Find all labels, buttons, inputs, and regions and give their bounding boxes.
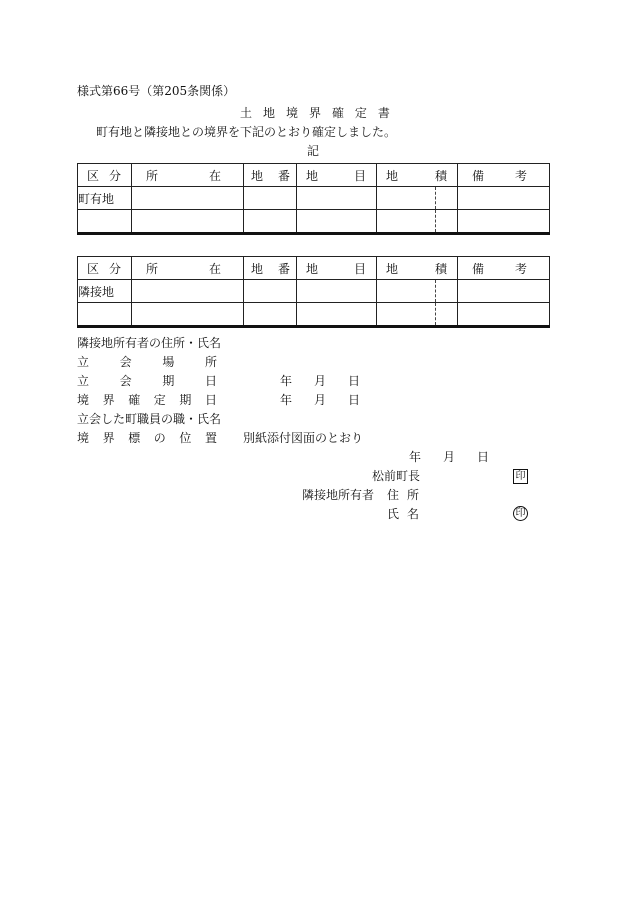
intro-text: 町有地と隣接地との境界を下記のとおり確定しました。 — [96, 125, 397, 139]
cell-kubun[interactable] — [78, 303, 132, 327]
cell-chimoku[interactable] — [297, 303, 377, 327]
table-row — [78, 303, 550, 327]
cell-shozai[interactable] — [132, 280, 244, 303]
cell-biko[interactable] — [458, 187, 550, 210]
header-biko: 備 考 — [472, 261, 527, 276]
header-chiseki: 地 積 — [386, 261, 447, 276]
cell-biko[interactable] — [458, 210, 550, 234]
table-row — [78, 187, 550, 210]
cell-chiban[interactable] — [244, 303, 297, 327]
table-row — [78, 280, 550, 303]
cell-chiseki[interactable] — [377, 210, 458, 234]
period-date: 年 月 日 — [280, 374, 360, 388]
round-seal-icon: 印 — [513, 506, 528, 521]
row-label-adjacent-land: 隣接地 — [78, 280, 132, 303]
document-title: 土 地 境 界 確 定 書 — [240, 106, 390, 120]
table-header-row — [78, 257, 550, 280]
venue-label: 立 会 場 所 — [77, 355, 217, 369]
cell-chiban[interactable] — [244, 210, 297, 234]
cell-chimoku[interactable] — [297, 187, 377, 210]
marker-position-value: 別紙添付図面のとおり — [243, 431, 364, 445]
table-row — [78, 210, 550, 234]
header-chiban: 地 番 — [251, 168, 290, 183]
form-number: 様式第66号（第205条関係） — [77, 84, 236, 98]
row-label-town-land: 町有地 — [78, 187, 132, 210]
ki-heading: 記 — [307, 144, 320, 158]
confirm-date-label: 境 界 確 定 期 日 — [77, 393, 217, 407]
cell-shozai[interactable] — [132, 187, 244, 210]
table-header-row — [78, 164, 550, 187]
cell-chimoku[interactable] — [297, 210, 377, 234]
marker-position-label: 境 界 標 の 位 置 — [77, 431, 217, 445]
header-biko: 備 考 — [472, 168, 527, 183]
header-kubun: 区 分 — [87, 168, 121, 183]
staff-label: 立会した町職員の職・氏名 — [77, 412, 222, 426]
name-label: 氏 名 — [387, 507, 419, 521]
cell-shozai[interactable] — [132, 303, 244, 327]
cell-chimoku[interactable] — [297, 280, 377, 303]
confirm-date: 年 月 日 — [280, 393, 360, 407]
cell-chiseki[interactable] — [377, 280, 458, 303]
neighbor-owner-label: 隣接地所有者 — [302, 488, 375, 502]
cell-biko[interactable] — [458, 303, 550, 327]
cell-chiban[interactable] — [244, 280, 297, 303]
cell-chiseki[interactable] — [377, 303, 458, 327]
header-shozai: 所 在 — [146, 261, 221, 276]
header-chimoku: 地 目 — [306, 261, 366, 276]
header-chiban: 地 番 — [251, 261, 290, 276]
cell-chiban[interactable] — [244, 187, 297, 210]
owner-address-label: 隣接地所有者の住所・氏名 — [77, 336, 222, 350]
town-land-table — [77, 163, 550, 235]
header-shozai: 所 在 — [146, 168, 221, 183]
cell-biko[interactable] — [458, 280, 550, 303]
period-label: 立 会 期 日 — [77, 374, 217, 388]
address-label: 住 所 — [387, 488, 419, 502]
signature-date: 年 月 日 — [409, 450, 489, 464]
adjacent-land-table — [77, 256, 550, 328]
header-kubun: 区 分 — [87, 261, 121, 276]
header-chiseki: 地 積 — [386, 168, 447, 183]
cell-shozai[interactable] — [132, 210, 244, 234]
mayor-label: 松前町長 — [372, 469, 421, 483]
cell-chiseki[interactable] — [377, 187, 458, 210]
cell-kubun[interactable] — [78, 210, 132, 234]
square-seal-icon: 印 — [513, 469, 528, 484]
header-chimoku: 地 目 — [306, 168, 366, 183]
